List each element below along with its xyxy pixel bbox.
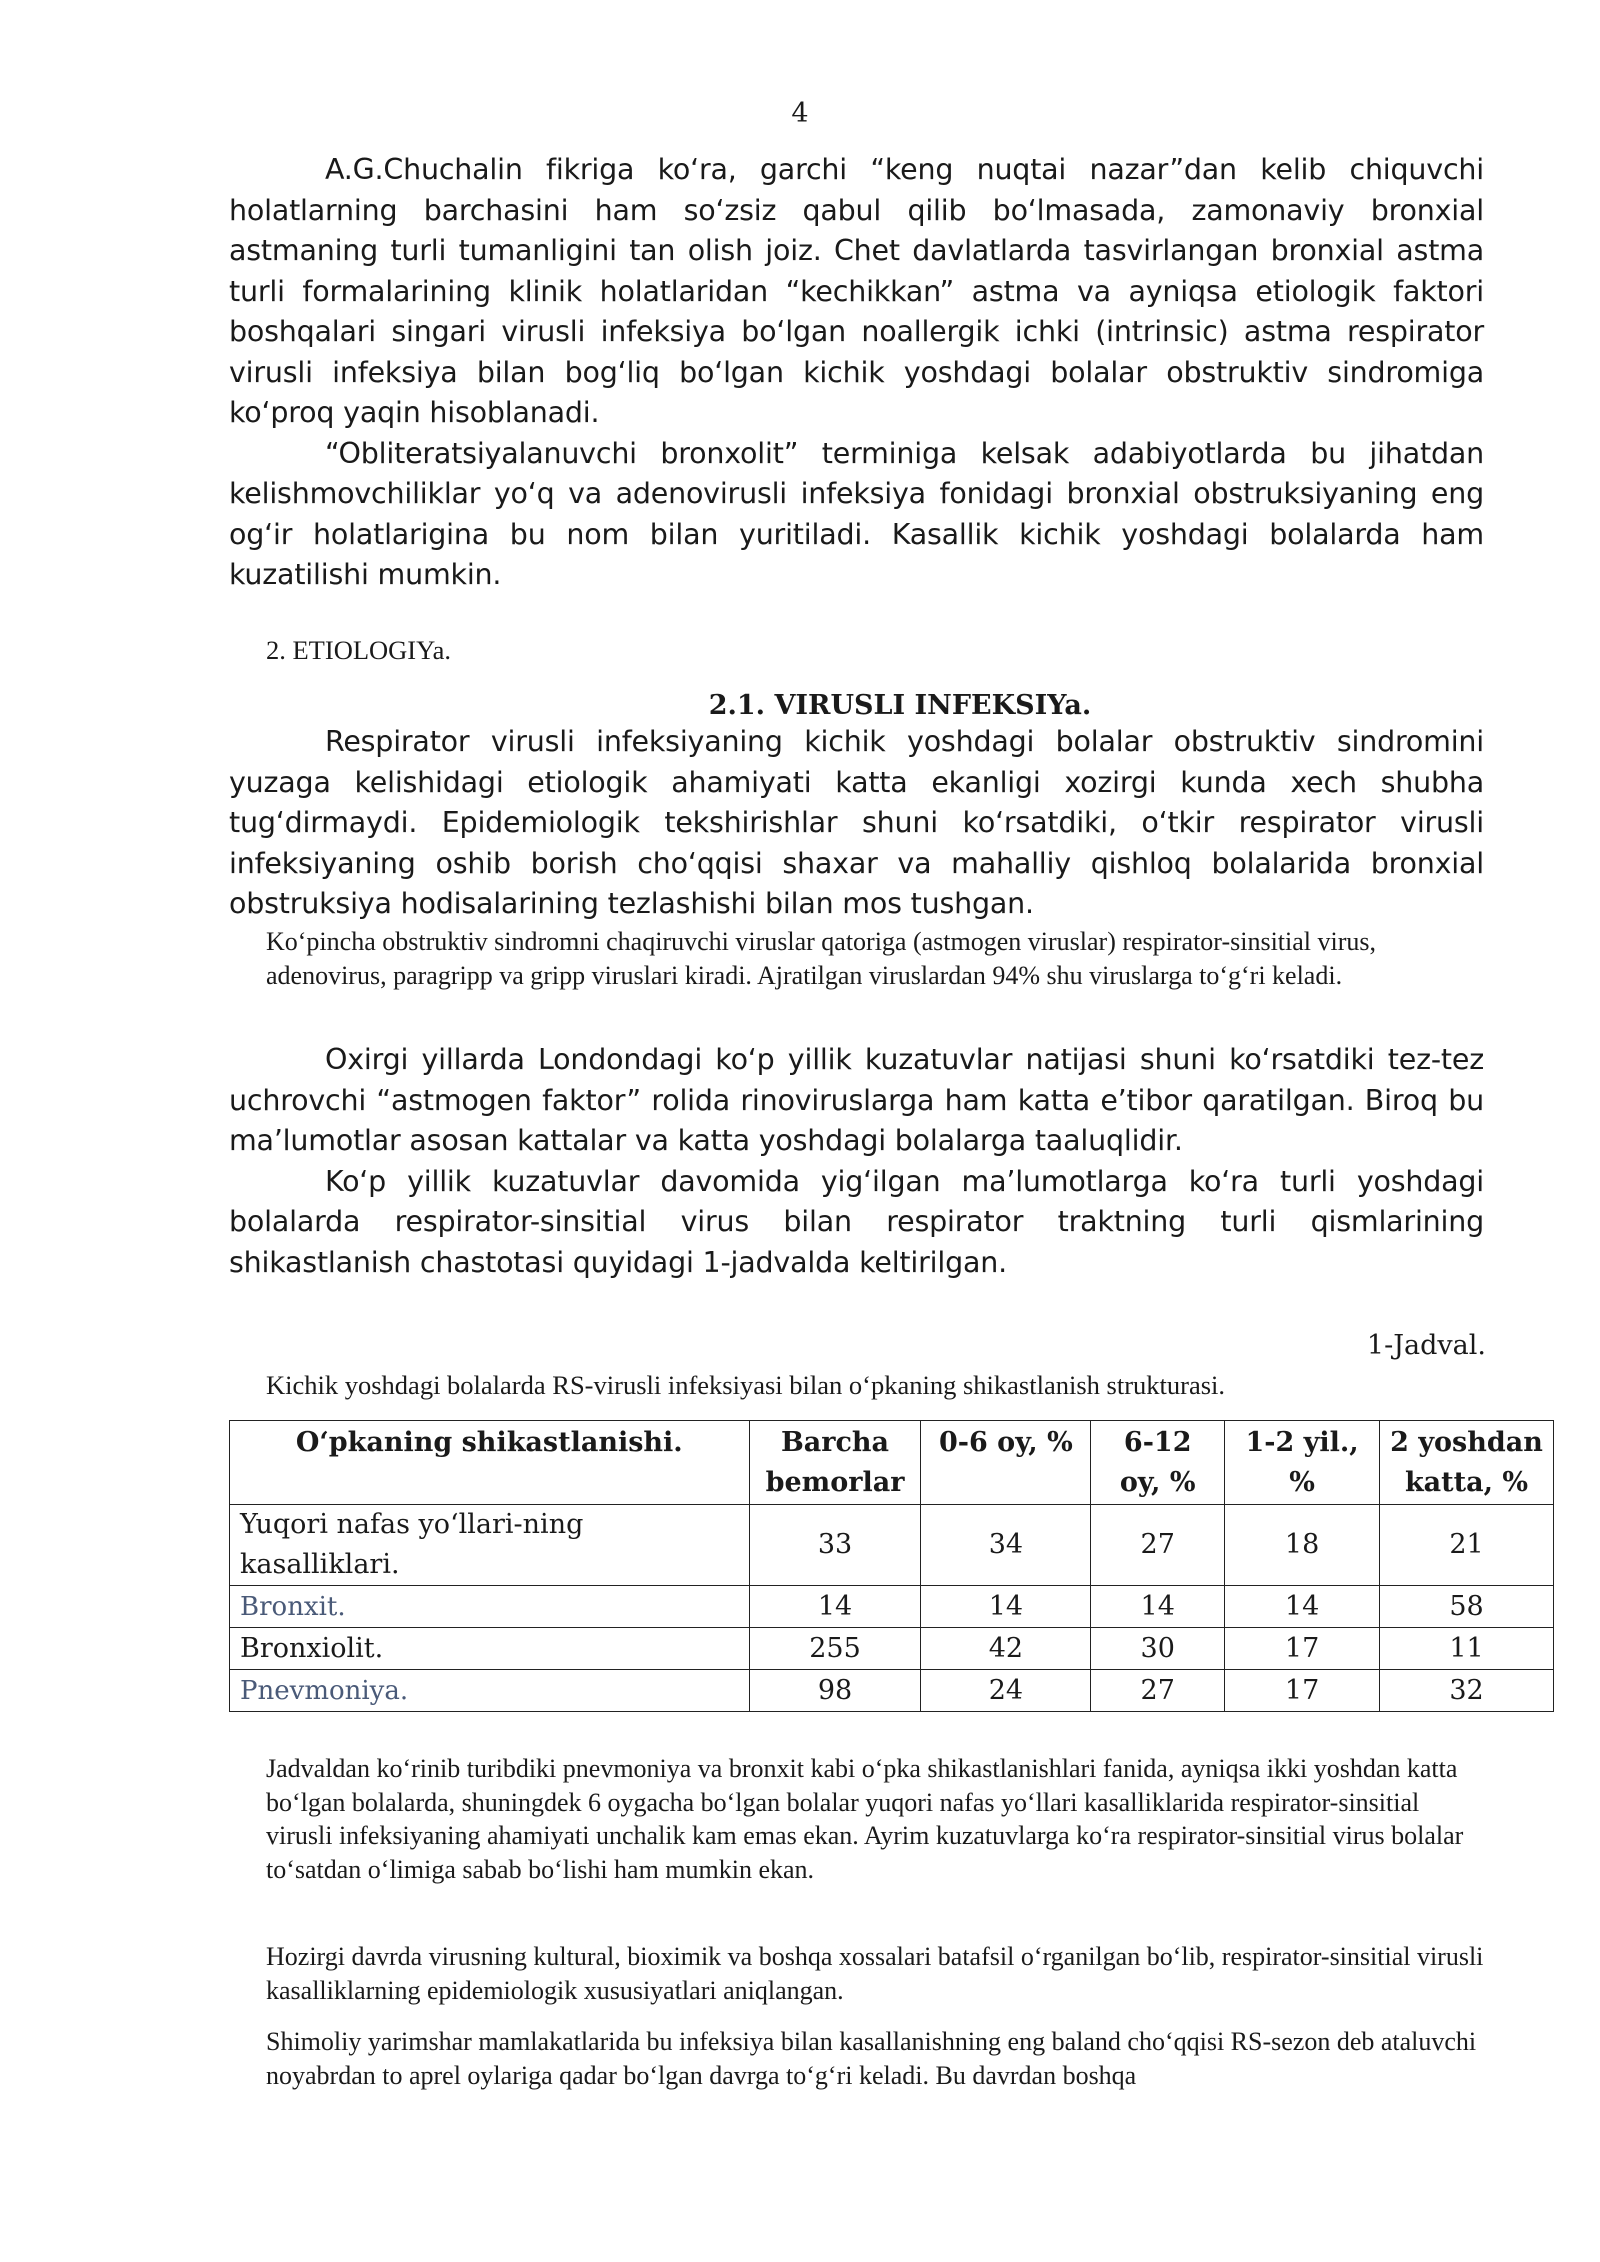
table-header-cell: 6-12 oy, % [1091, 1421, 1225, 1505]
table-caption: 1-Jadval. [1366, 1330, 1486, 1361]
table-row-label: Pnevmoniya. [230, 1670, 750, 1712]
table-cell: 42 [921, 1628, 1091, 1670]
table-cell: 11 [1380, 1628, 1554, 1670]
table-cell: 58 [1380, 1586, 1554, 1628]
intro-paragraph: “Obliteratsiyalanuvchi bronxolit” terminiga kelsak adabiyotlarda bu jihatdan kelishmovchiliklar yo‘q va adenovirusli infeksiya fonidagi bronxial obstruksiyaning eng og‘ir holatlarigina bu nom bilan yuritiladi. Kasallik kichik yoshdagi bolalarda ham kuzatilishi mumkin. [229, 436, 1484, 591]
data-table [229, 1420, 1554, 1712]
table-cell: 14 [749, 1586, 921, 1628]
virus-paragraph: Respirator virusli infeksiyaning kichik yoshdagi bolalar obstruktiv sindromini yuzaga kelishidagi etiologik ahamiyati katta ekanligi xozirgi kunda xech shubha tug‘dirmaydi. Epidemiologik tekshirishlar shuni ko‘rsatdiki, o‘tkir respirator virusli infeksiyaning oshib borish cho‘qqisi shaxar va mahalliy qishloq bolalarida bronxial obstruksiya hodisalarining tezlashishi bilan mos tushgan. [229, 725, 1484, 920]
table-cell: 34 [921, 1505, 1091, 1586]
london-paragraph: Oxirgi yillarda Londondagi ko‘p yillik kuzatuvlar natijasi shuni ko‘rsatdiki tez-tez uchrovchi “astmogen faktor” rolida rinoviruslarga ham katta e’tibor qaratilgan. Biroq bu ma’lumotlar asosan kattalar va katta yoshdagi bolalarga taaluqlidir. [229, 1043, 1484, 1157]
london-section [229, 1040, 1484, 1283]
table-cell: 14 [921, 1586, 1091, 1628]
table-cell: 33 [749, 1505, 921, 1586]
closing-paragraph: Hozirgi davrda virusning kultural, bioximik va boshqa xossalari batafsil o‘rganilgan bo‘lib, respirator-sinsitial virusli kasalliklarning epidemiologik xususiyatlari aniqlangan. [266, 1942, 1484, 2005]
table-title: Kichik yoshdagi bolalarda RS-virusli infeksiyasi bilan o‘pkaning shikastlanish strukturasi. [266, 1370, 1226, 1400]
table-intro-paragraph: Ko‘p yillik kuzatuvlar davomida yig‘ilgan ma’lumotlarga ko‘ra turli yoshdagi bolalarda respirator-sinsitial virus bilan respirator traktning turli qismlarining shikastlanish chastotasi quyidagi 1-jadvalda keltirilgan. [229, 1164, 1484, 1279]
table-cell: 14 [1091, 1586, 1225, 1628]
page-number: 4 [791, 98, 809, 129]
table-cell: 27 [1091, 1505, 1225, 1586]
virus-note: Ko‘pincha obstruktiv sindromni chaqiruvchi viruslar qatoriga (astmogen viruslar) respirator-sinsitial virus, adenovirus, paragripp va gripp viruslari kiradi. Ajratilgan viruslardan 94% shu viruslarga to‘g‘ri keladi. [266, 927, 1377, 990]
table-cell: 255 [749, 1628, 921, 1670]
table-row-label: Yuqori nafas yo‘llari-ning kasalliklari. [230, 1505, 750, 1586]
table-row [230, 1505, 1554, 1586]
table-header-cell: 2 yoshdan katta, % [1380, 1421, 1554, 1505]
table-header-row [230, 1421, 1554, 1505]
table-row [230, 1670, 1554, 1712]
closing-paragraph: Jadvaldan ko‘rinib turibdiki pnevmoniya va bronxit kabi o‘pka shikastlanishlari fanida, ayniqsa ikki yoshdan katta bo‘lgan bolalarda, shuningdek 6 oygacha bo‘lgan bolalar yuqori nafas yo‘llari kasalliklarida respirator-sinsitial virusli infeksiyaning ahamiyati unchalik kam emas ekan. Ayrim kuzatuvlarga ko‘ra respirator-sinsitial virus bolalar to‘satdan o‘limiga sabab bo‘lishi ham mumkin ekan. [266, 1754, 1464, 1884]
table-cell: 98 [749, 1670, 921, 1712]
table-cell: 17 [1225, 1670, 1380, 1712]
table-cell: 30 [1091, 1628, 1225, 1670]
table-cell: 24 [921, 1670, 1091, 1712]
table-cell: 21 [1380, 1505, 1554, 1586]
subsection-heading: 2.1. VIRUSLI INFEKSIYa. [708, 690, 1092, 721]
table-row-label: Bronxiolit. [230, 1628, 750, 1670]
table-header-cell: O‘pkaning shikastlanishi. [230, 1421, 750, 1505]
virus-section [229, 722, 1484, 925]
closing-paragraph: Shimoliy yarimshar mamlakatlarida bu infeksiya bilan kasallanishning eng baland cho‘qqisi RS-sezon deb ataluvchi noyabrdan to aprel oylariga qadar bo‘lgan davrga to‘g‘ri keladi. Bu davrdan boshqa [266, 2027, 1477, 2090]
table-cell: 32 [1380, 1670, 1554, 1712]
section-heading: 2. ETIOLOGIYa. [266, 635, 451, 665]
table-cell: 14 [1225, 1586, 1380, 1628]
table-row [230, 1628, 1554, 1670]
table-cell: 17 [1225, 1628, 1380, 1670]
table-header-cell: Barcha bemorlar [749, 1421, 921, 1505]
table-header-cell: 0-6 oy, % [921, 1421, 1091, 1505]
table-header-cell: 1-2 yil., % [1225, 1421, 1380, 1505]
table-row [230, 1586, 1554, 1628]
table-cell: 18 [1225, 1505, 1380, 1586]
intro-paragraph: A.G.Chuchalin fikriga ko‘ra, garchi “keng nuqtai nazar”dan kelib chiquvchi holatlarning barchasini ham so‘zsiz qabul qilib bo‘lmasada, zamonaviy bronxial astmaning turli tumanligini tan olish joiz. Chet davlatlarda tasvirlangan bronxial astma turli formalarining klinik holatlaridan “kechikkan” astma va ayniqsa etiologik faktori boshqalari singari virusli infeksiya bo‘lgan noallergik ichki (intrinsic) astma respirator virusli infeksiya bilan bog‘liq bo‘lgan kichik yoshdagi bolalar obstruktiv sindromiga ko‘proq yaqin hisoblanadi. [229, 153, 1484, 429]
table-row-label: Bronxit. [230, 1586, 750, 1628]
table-cell: 27 [1091, 1670, 1225, 1712]
intro-section [229, 150, 1484, 596]
